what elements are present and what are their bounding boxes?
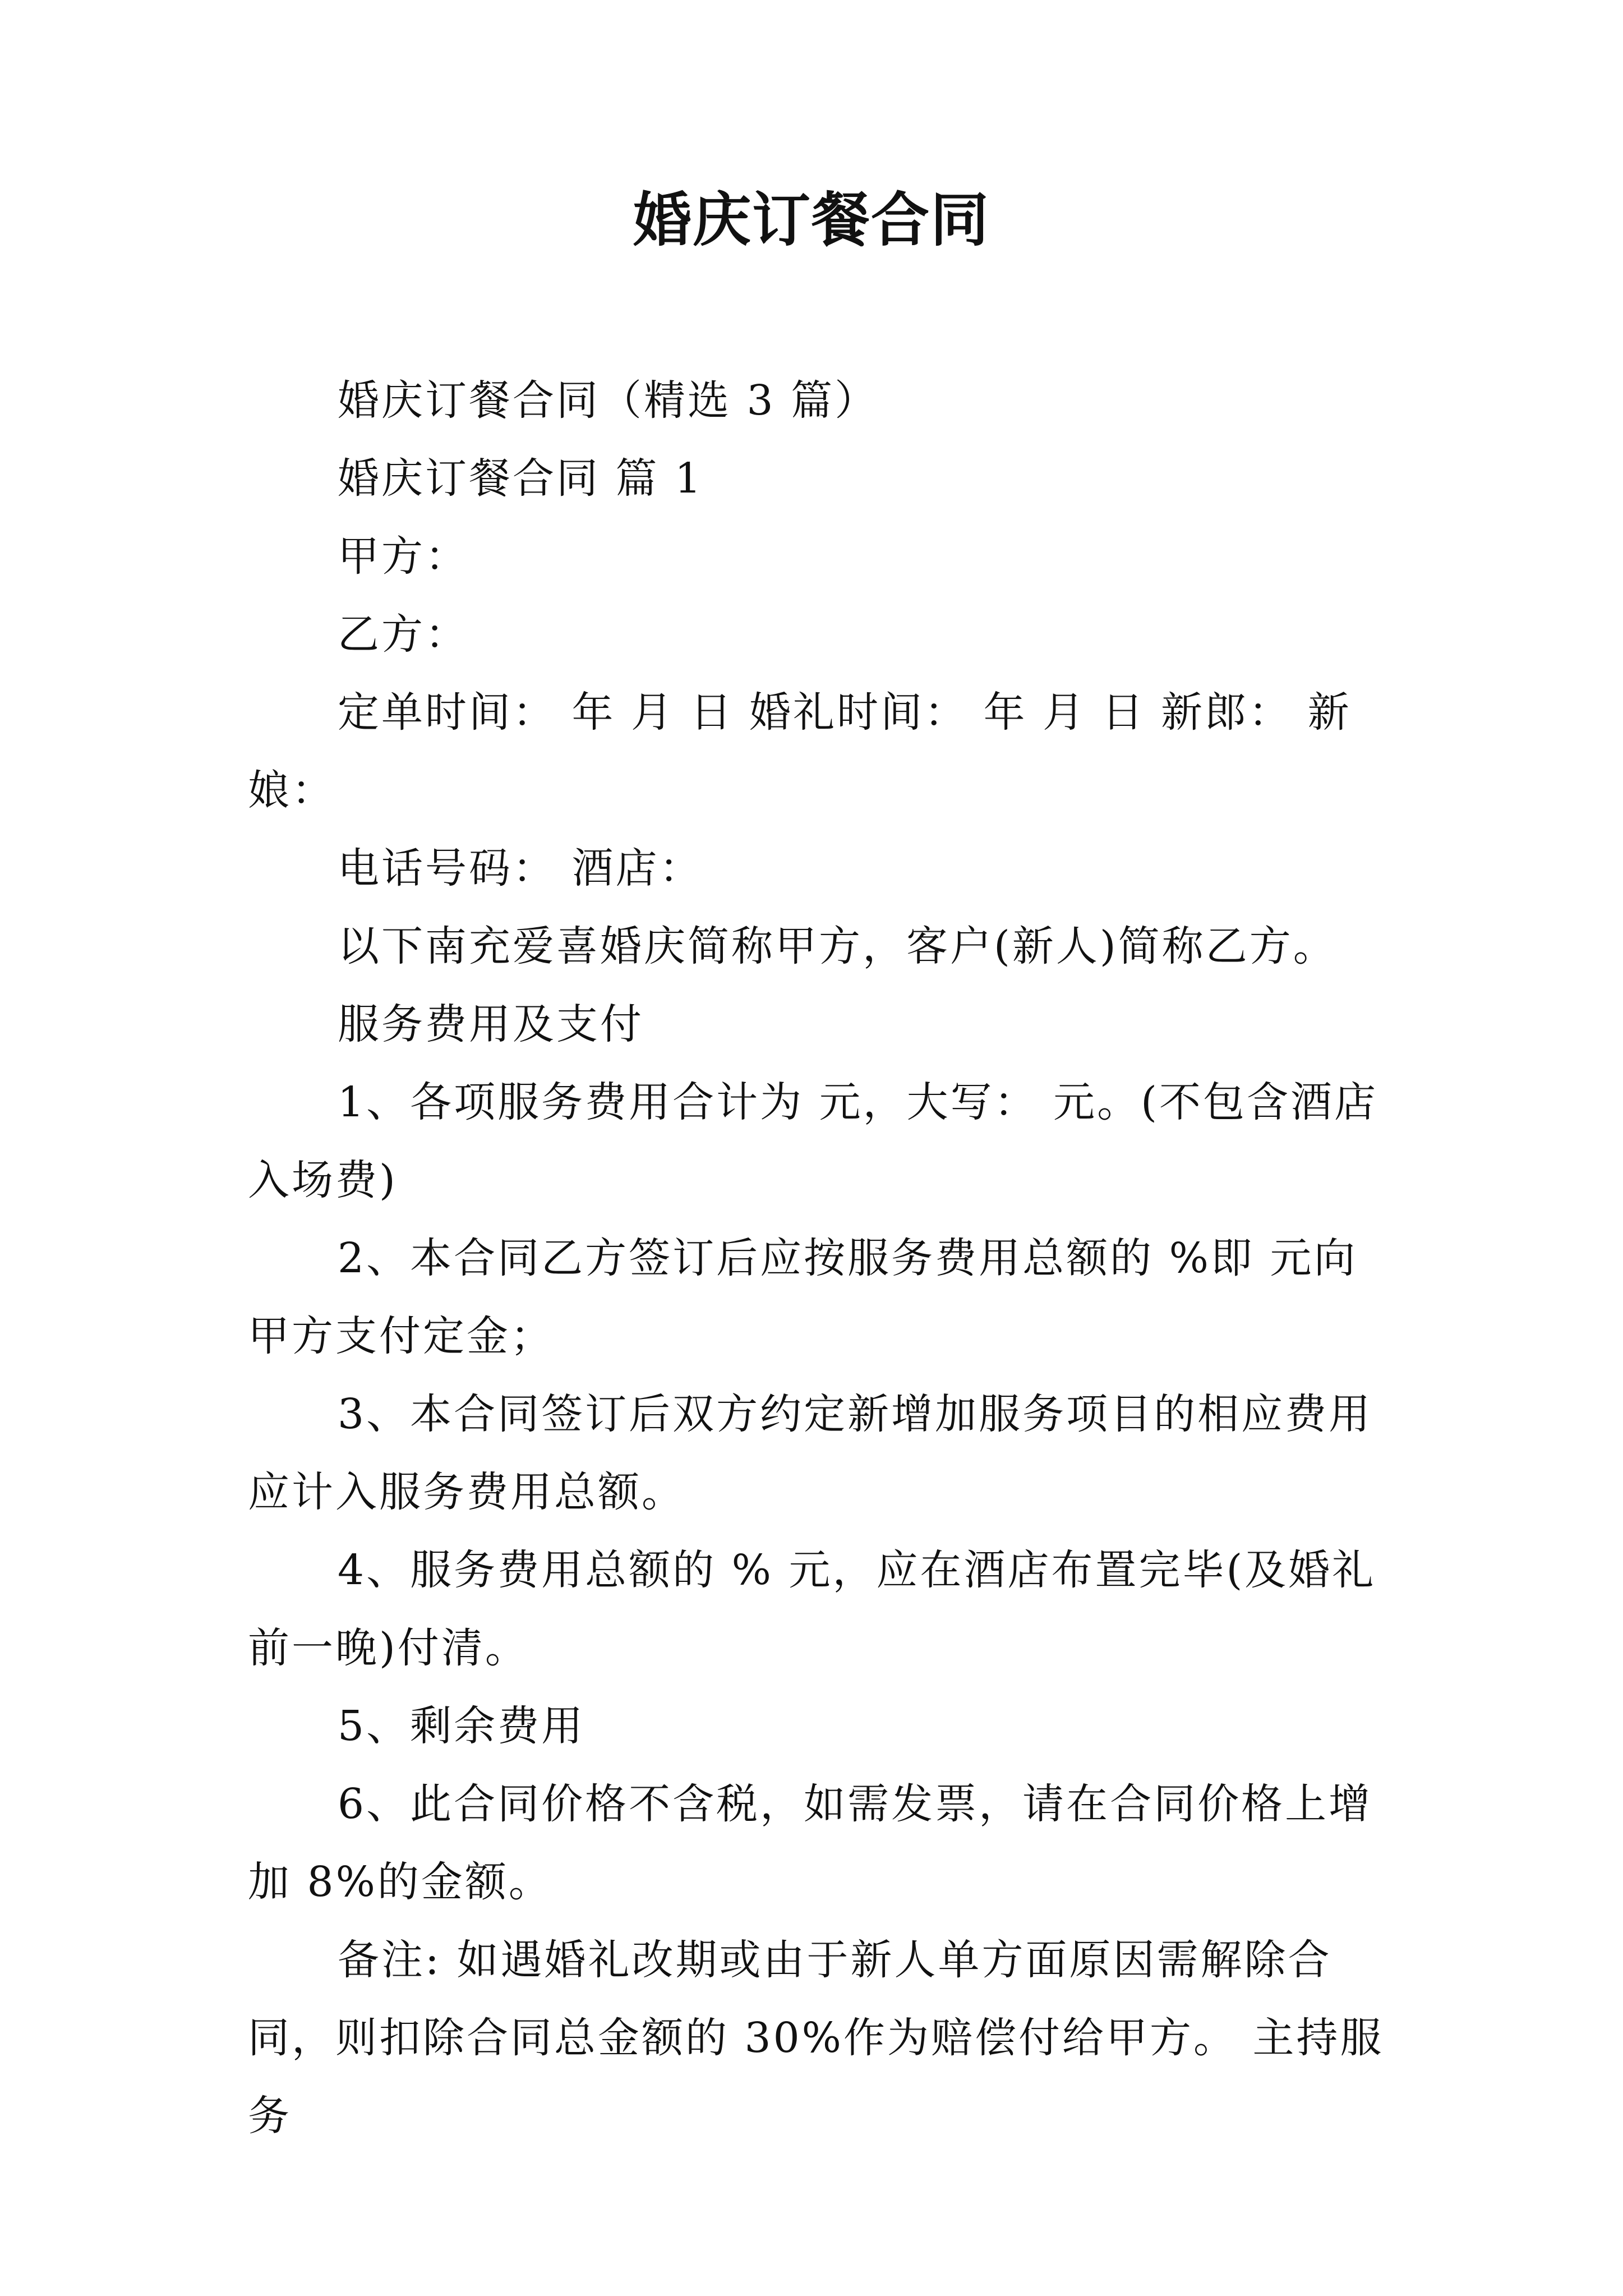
paragraph-clause-2: 2、本合同乙方签订后应按服务费用总额的 %即 元向甲方支付定金； — [248, 1234, 1358, 1360]
paragraph-definitions: 以下南充爱喜婚庆简称甲方，客户(新人)简称乙方。 — [338, 922, 1337, 970]
paragraph-section-heading: 婚庆订餐合同 篇 1 — [338, 454, 704, 503]
paragraph-clause-6: 6、此合同价格不含税，如需发票，请在合同价格上增加 8%的金额。 — [248, 1780, 1373, 1906]
paragraph-party-a: 甲方： — [338, 532, 469, 581]
paragraph-phone-hotel: 电话号码： 酒店： — [338, 844, 703, 892]
document-body — [248, 362, 1386, 2155]
paragraph-party-b: 乙方： — [338, 610, 469, 659]
paragraph-clause-3: 3、本合同签订后双方约定新增加服务项目的相应费用应计入服务费用总额。 — [248, 1390, 1373, 1516]
paragraph-subtitle: 婚庆订餐合同（精选 3 篇） — [338, 376, 879, 425]
paragraph-fees-heading: 服务费用及支付 — [338, 1000, 644, 1048]
paragraph-remark: 备注: 如遇婚礼改期或由于新人单方面原因需解除合同，则扣除合同总金额的 30%作为赔偿付给甲方。 主持服务 — [248, 1936, 1384, 2140]
paragraph-clause-1: 1、各项服务费用合计为 元，大写： 元。(不包含酒店入场费) — [248, 1078, 1378, 1204]
paragraph-clause-4: 4、服务费用总额的 % 元，应在酒店布置完毕(及婚礼前一晚)付清。 — [248, 1546, 1376, 1672]
page-title: 婚庆订餐合同 — [633, 185, 990, 254]
paragraph-clause-5: 5、剩余费用 — [338, 1702, 585, 1750]
paragraph-dates: 定单时间： 年 月 日 婚礼时间： 年 月 日 新郎： 新娘： — [248, 688, 1352, 815]
